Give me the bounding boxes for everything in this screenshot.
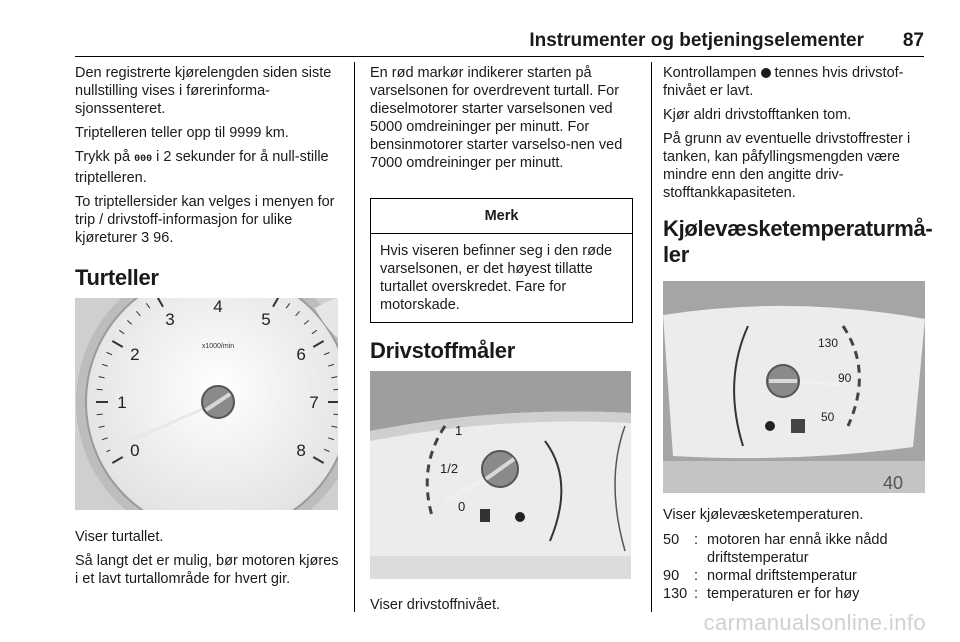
definition-row xyxy=(663,585,927,603)
temp-label-90: 90 xyxy=(838,371,852,385)
paragraph: En rød markør indikerer starten på varselsonen for overdrevent turtall. For dieselmotorer starter varselsonen ved 5000 omdreininger per minutt. For bensinmotorer starter varselso-nen ved 7000 omdreininger per minutt. xyxy=(370,65,623,171)
definition-key: 130 xyxy=(663,586,688,602)
tachometer-label: 1 xyxy=(117,393,127,412)
text: i 2 sekunder for å null-stille triptelleren. xyxy=(75,149,329,186)
tachometer-label: 8 xyxy=(296,441,306,460)
page-reference-icon: 3 xyxy=(141,230,150,246)
temp-label-50: 50 xyxy=(821,410,835,424)
fuel-gauge-figure xyxy=(370,371,631,579)
tachometer-label: 6 xyxy=(296,345,306,364)
column-3 xyxy=(663,64,933,268)
tachometer-unit: x1000/min xyxy=(201,343,235,350)
definition-text: temperaturen er for høy xyxy=(707,586,860,602)
definition-row xyxy=(663,567,927,585)
tachometer-label: 4 xyxy=(213,298,223,316)
text: 96. xyxy=(149,230,174,246)
coolant-gauge-figure xyxy=(663,281,925,493)
section-heading-turteller: Turteller xyxy=(75,265,159,290)
paragraph: På grunn av eventuelle drivstoffrester i tanken, kan påfyllingsmengden være mindre enn den angitte driv-stofftankkapasiteten. xyxy=(663,131,911,201)
tachometer-label: 2 xyxy=(130,345,140,364)
temp-label-130: 130 xyxy=(818,336,839,350)
header-title: Instrumenter og betjeningselementer xyxy=(529,30,864,51)
header-rule xyxy=(75,56,924,57)
figure-caption: Viser drivstoffnivået. xyxy=(370,597,501,613)
column-2-heading xyxy=(370,338,634,364)
definition-key: 50 xyxy=(663,532,680,548)
figure-caption: Viser kjølevæsketemperaturen. xyxy=(663,507,864,523)
text: tennes hvis drivstof-fnivået er lavt. xyxy=(663,65,904,99)
paragraph: Så langt det er mulig, bør motoren kjøres i et lavt turtallområde for hvert gir. xyxy=(75,553,339,587)
column-1 xyxy=(75,64,343,291)
fuel-pump-icon xyxy=(480,509,490,522)
definition-list xyxy=(663,531,927,603)
paragraph xyxy=(75,193,343,247)
column-divider xyxy=(354,62,355,612)
column-2-lower xyxy=(370,596,634,620)
page-header xyxy=(0,0,960,56)
note-body: Hvis viseren befinner seg i den røde varselsonen, er det høyest tillatte turtallet overskredet. Fare for motorskade. xyxy=(380,243,613,313)
definition-separator: : xyxy=(694,532,699,548)
tachometer-minor-tick xyxy=(333,414,338,415)
fuel-label-half: 1/2 xyxy=(440,461,459,476)
text: Kontrollampen xyxy=(663,65,761,81)
definition-text: motoren har ennå ikke nådd driftstemperatur xyxy=(707,532,888,566)
fuel-label-empty: 0 xyxy=(458,499,466,514)
tachometer-minor-tick xyxy=(97,414,103,415)
paragraph: Kjør aldri drivstofftanken tom. xyxy=(663,107,852,123)
definition-key: 90 xyxy=(663,568,680,584)
tachometer-label: 3 xyxy=(165,309,175,329)
paragraph xyxy=(663,64,927,100)
definition-separator: : xyxy=(694,586,699,602)
paragraph: Den registrerte kjørelengden siden siste nullstilling vises i førerinforma-sjonssenteret. xyxy=(75,65,332,117)
tachometer-minor-tick xyxy=(97,389,103,390)
tachometer-label: 7 xyxy=(309,393,319,412)
text: To triptellersider kan velges i menyen for trip / drivstoff-informasjon for ulike kjøreturer xyxy=(75,194,335,246)
tachometer-figure xyxy=(75,298,338,510)
tachometer-minor-tick xyxy=(333,389,338,390)
page-number: 87 xyxy=(902,30,924,51)
column-3-lower xyxy=(663,506,927,530)
definition-row xyxy=(663,531,927,567)
note-title: Merk xyxy=(371,199,632,234)
paragraph xyxy=(75,148,343,187)
tachometer-label: 0 xyxy=(130,441,140,460)
tachometer-label: 5 xyxy=(261,309,271,329)
column-divider xyxy=(651,62,652,612)
low-fuel-lamp-icon xyxy=(515,512,525,522)
note-box xyxy=(370,198,633,323)
warning-lamp-icon xyxy=(761,68,771,78)
figure-caption: Viser turtallet. xyxy=(75,529,164,545)
coolant-temperature-icon xyxy=(791,419,805,433)
column-2 xyxy=(370,64,634,178)
trip-reset-button-symbol: 000 xyxy=(134,154,153,165)
section-heading-kjolevaesketemperatur: Kjølevæsketemperaturmå-ler xyxy=(663,216,933,267)
watermark: carmanualsonline.info xyxy=(703,610,926,635)
text: Trykk på xyxy=(75,149,135,165)
warning-lamp-icon xyxy=(765,421,775,431)
column-1-lower xyxy=(75,528,343,594)
fuel-label-full: 1 xyxy=(455,423,463,438)
paragraph: Triptelleren teller opp til 9999 km. xyxy=(75,125,289,141)
definition-separator: : xyxy=(694,568,699,584)
definition-text: normal driftstemperatur xyxy=(707,568,857,584)
section-heading-drivstoffmaler: Drivstoffmåler xyxy=(370,338,515,363)
partial-scale-label: 40 xyxy=(883,473,904,493)
